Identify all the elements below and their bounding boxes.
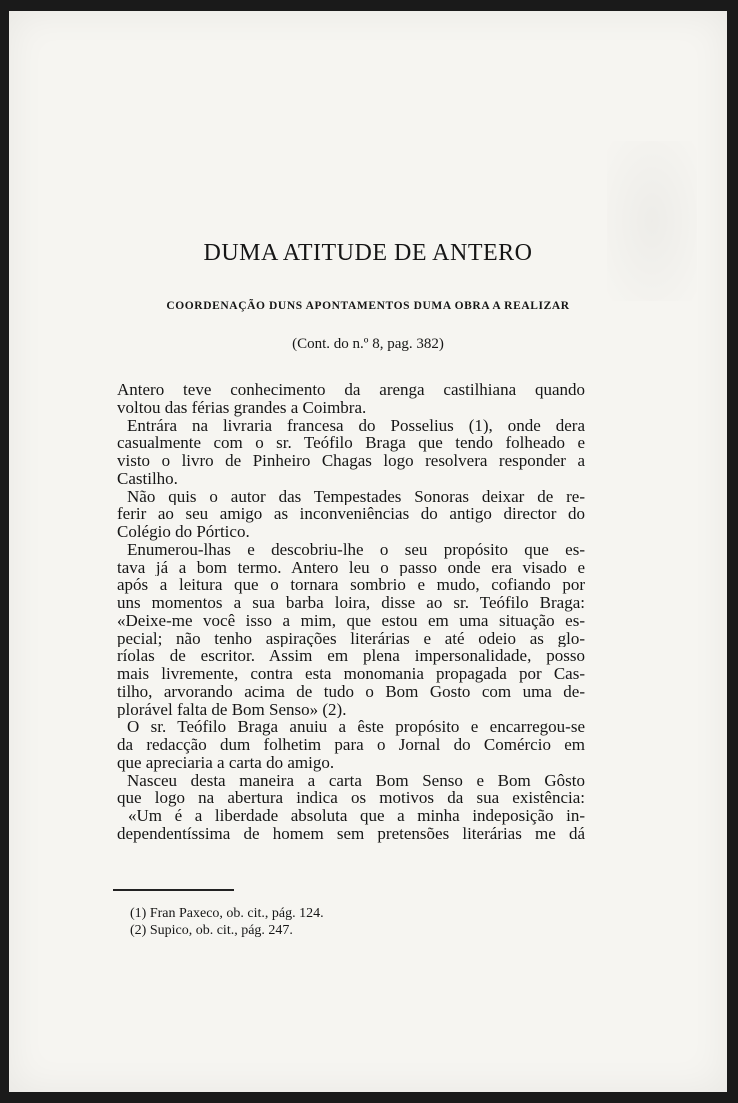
continuation-note: (Cont. do n.º 8, pag. 382)	[292, 336, 444, 352]
article-body	[117, 381, 585, 843]
body-line: Antero teve conhecimento da arenga castilhiana quando	[117, 381, 585, 399]
footnote-2: (2) Supico, ob. cit., pág. 247.	[130, 923, 293, 938]
body-line: plorável falta de Bom Senso» (2).	[117, 700, 347, 719]
body-line: tava já a bom termo. Antero leu o passo onde era visado e	[117, 558, 585, 577]
footnote-divider	[113, 889, 234, 891]
body-line: Nasceu desta maneira a carta Bom Senso e Bom Gôsto	[127, 771, 585, 790]
body-line: mais livremente, contra esta monomania propagada por Cas-	[117, 665, 585, 683]
body-line: «Deixe-me você isso a mim, que estou em uma situação es-	[117, 611, 585, 630]
body-line: Colégio do Pórtico.	[117, 523, 250, 541]
body-line: após a leitura que o tornara sombrio e mudo, cofiando por	[117, 576, 585, 594]
body-line: voltou das férias grandes a Coimbra.	[117, 398, 367, 417]
footnote-1: (1) Fran Paxeco, ob. cit., pág. 124.	[130, 906, 324, 921]
body-line: uns momentos a sua barba loira, disse ao sr. Teófilo Braga:	[117, 594, 585, 612]
body-line: Enumerou-lhas e descobriu-lhe o seu propósito que es-	[127, 540, 585, 559]
body-line: que apreciaria a carta do amigo.	[117, 753, 335, 772]
body-line: casualmente com o sr. Teófilo Braga que tendo folheado e	[117, 434, 585, 452]
body-line: pecial; não tenho aspirações literárias e até odeio as glo-	[117, 629, 585, 648]
body-line: dependentíssima de homem sem pretensões literárias me dá	[117, 824, 585, 843]
body-line: da redacção dum folhetim para o Jornal do Comércio em	[117, 736, 585, 754]
body-line: que logo na abertura indica os motivos da sua existência:	[117, 789, 585, 807]
body-line: tilho, arvorando acima de tudo o Bom Gosto com uma de-	[117, 682, 585, 701]
body-line: Não quis o autor das Tempestades Sonoras deixar de re-	[127, 487, 585, 506]
body-line: visto o livro de Pinheiro Chagas logo resolvera responder a	[117, 452, 585, 470]
body-line: «Um é a liberdade absoluta que a minha indeposição in-	[128, 807, 585, 825]
book-page	[9, 11, 727, 1092]
article-subtitle: COORDENAÇÃO DUNS APONTAMENTOS DUMA OBRA A REALIZAR	[166, 300, 570, 312]
body-line: ríolas de escritor. Assim em plena impersonalidade, posso	[117, 647, 585, 665]
body-line: Entrára na livraria francesa do Posselius (1), onde dera	[127, 416, 585, 435]
article-title: DUMA ATITUDE DE ANTERO	[203, 240, 533, 266]
body-line: Castilho.	[117, 469, 178, 488]
body-line: ferir ao seu amigo as inconveniências do antigo director do	[117, 505, 585, 523]
page-smudge	[607, 141, 697, 301]
footnotes	[130, 905, 550, 939]
body-line: O sr. Teófilo Braga anuiu a êste propósito e encarregou-se	[127, 718, 585, 736]
